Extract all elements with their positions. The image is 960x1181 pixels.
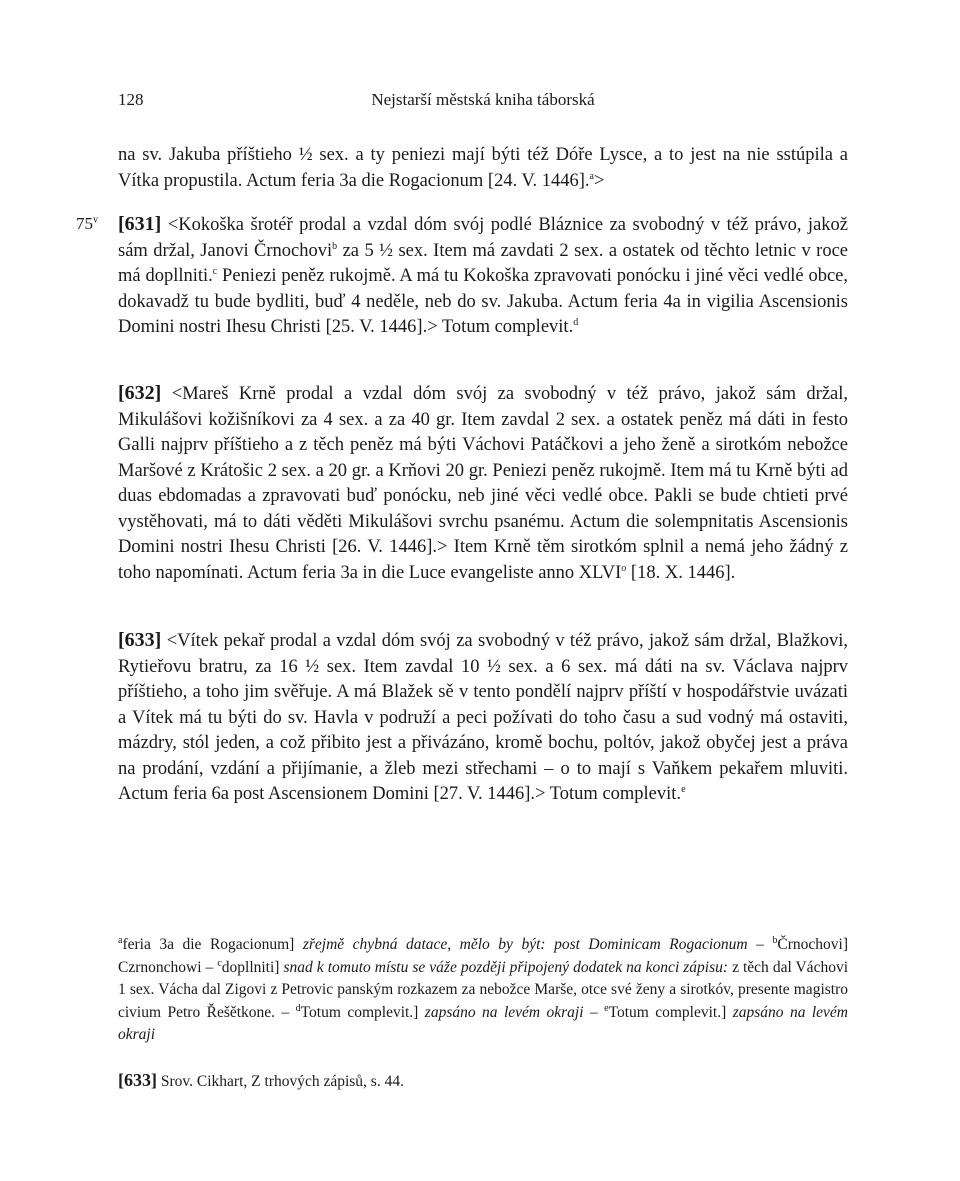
footnote-lemma: dopllniti] bbox=[221, 958, 280, 976]
commentary bbox=[118, 1069, 848, 1093]
footnote-separator: – bbox=[747, 936, 773, 953]
footnote-quote: z těch dal Váchovi 1 sex. Vácha dal Zigovi z Petrovic panským rozkazem za nebožce Marše, otce své ženy a sirotkóv, presente magistro civium Petro Řešětkone. bbox=[118, 958, 848, 1021]
footnote-mark: c bbox=[217, 957, 222, 969]
entry-number: [631] bbox=[118, 213, 162, 235]
entry-text: <Kokoška šrotéř prodal a vzdal dóm svój podlé Bláznice za svobodný v též právo, jakož sám držal, Janovi Črnochovi bbox=[118, 215, 848, 261]
footnote-mark: e bbox=[604, 1002, 609, 1014]
footnote-lemma: Totum complevit.] bbox=[300, 1003, 419, 1021]
footnote-mark-c: c bbox=[212, 265, 218, 277]
footnotes bbox=[118, 934, 848, 1047]
degree-mark: o bbox=[621, 562, 627, 574]
entry-631 bbox=[118, 212, 848, 341]
footnote-mark: a bbox=[118, 934, 123, 946]
footnote-note: snad k tomuto místu se váže později připojený dodatek na konci zápisu: bbox=[279, 958, 729, 976]
page-number: 128 bbox=[118, 90, 144, 109]
folio-side: v bbox=[93, 214, 98, 226]
entry-text: Peniezi peněz rukojmě. A má tu Kokoška zpravovati ponócku i jiné věci vedlé obce, dokavadž tu bude bydliti, buď 4 neděle, neb do sv. Jakuba. Actum feria 4a in vigilia Ascensionis Domini nostri Ihesu Christi [25. V. 1446].> Totum complevit. bbox=[118, 266, 848, 337]
entry-text: [18. X. 1446]. bbox=[626, 562, 736, 583]
folio-marker bbox=[76, 214, 98, 234]
entry-number: [633] bbox=[118, 629, 162, 651]
footnote-mark-d: d bbox=[573, 316, 579, 328]
footnote-lemma: Črnochovi] bbox=[777, 936, 848, 953]
footnote-lemma: Totum complevit.] bbox=[608, 1003, 727, 1021]
entry-text: <Mareš Krně prodal a vzdal dóm svój za svobodný v též právo, jakož sám držal, Mikulášovi kožišníkovi za 4 sex. a za 40 gr. Item zavdal 2 sex. a ostatek peněz má dáti in festo Galli najprv příštieho a z těch peněz má býti Váchovi Patáčkovi a jeho ženě a sirotkóm nebožce Maršové z Krátošic 2 sex. a 20 gr. a Krňovi 20 gr. Peniezi peněz rukojmě. Item má tu Krně býti ad duas ebdomadas a zpravovati buď ponócku, neb jiné věci vedlé obce. Pakli se bude chtieti prvé vystěhovati, má to dáti věděti Mikulášovi svrchu psanému. Actum die solempnitatis Ascensionis Domini nostri Ihesu Christi [26. V. 1446].> Item Krně těm sirotkóm splnil a nemá jeho žádný z toho napomínati. Actum feria 3a in die Luce evangeliste anno XLVI bbox=[118, 384, 849, 583]
footnote-separator: – bbox=[275, 1003, 296, 1021]
entry-632 bbox=[118, 381, 848, 586]
running-title: Nejstarší městská kniha táborská bbox=[371, 90, 595, 109]
carryover-paragraph bbox=[118, 143, 848, 194]
carryover-end: > bbox=[593, 170, 605, 191]
footnote-separator: – bbox=[201, 958, 218, 976]
commentary-number: [633] bbox=[118, 1070, 157, 1090]
page-header bbox=[118, 90, 848, 114]
footnote-note: Czrnonchowi bbox=[118, 958, 202, 976]
footnote-note: zapsáno na levém okraji bbox=[118, 1003, 848, 1043]
footnote-lemma: feria 3a die Rogacionum] bbox=[122, 936, 295, 953]
footnote-note: zřejmě chybná datace, mělo by být: post Dominicam Rogacionum bbox=[294, 936, 748, 953]
footnote-mark-e: e bbox=[681, 783, 686, 795]
commentary-text: Srov. Cikhart, Z trhových zápisů, s. 44. bbox=[157, 1073, 404, 1090]
carryover-text: na sv. Jakuba příštieho ½ sex. a ty peniezi mají býti též Dóře Lysce, a to jest na nie sstúpila a Vítka propustila. Actum feria 3a die Rogacionum [24. V. 1446]. bbox=[118, 145, 848, 191]
entry-text: za 5 ½ sex. Item má zavdati 2 sex. a ostatek od těchto letnic v roce má dopllniti. bbox=[118, 240, 848, 286]
footnote-mark: d bbox=[295, 1002, 301, 1014]
entry-number: [632] bbox=[118, 382, 162, 404]
folio-number: 75 bbox=[76, 214, 93, 233]
footnote-mark-a: a bbox=[589, 170, 594, 182]
entry-633 bbox=[118, 628, 848, 808]
footnote-mark-b: b bbox=[332, 240, 338, 252]
entry-text: <Vítek pekař prodal a vzdal dóm svój za svobodný v též právo, jakož sám držal, Blažkovi, Rytieřovu bratru, za 16 ½ sex. Item zavdal 10 ½ sex. a 6 sex. má dáti na sv. Václava najprv příštieho, a toho jim svěřuje. A má Blažek sě v tento pondělí najprv příští v hospodářstvie uvázati a Vítek má tu býti do sv. Havla v podruží a peci požívati do toho času a sud vodný má ostaviti, mázdry, stól jeden, a což přibito jest a přivázáno, kromě bochu, poltóv, jakož obyčej jest a práva na prodání, vzdání a přijímanie, a žleb mezi střechami – o to mají s Vaňkem pekařem mluviti. Actum feria 6a post Ascensionem Domini [27. V. 1446].> Totum complevit. bbox=[118, 631, 848, 804]
footnote-mark: b bbox=[772, 934, 778, 946]
footnote-separator: – bbox=[583, 1003, 605, 1021]
footnote-note: zapsáno na levém okraji bbox=[418, 1003, 584, 1021]
